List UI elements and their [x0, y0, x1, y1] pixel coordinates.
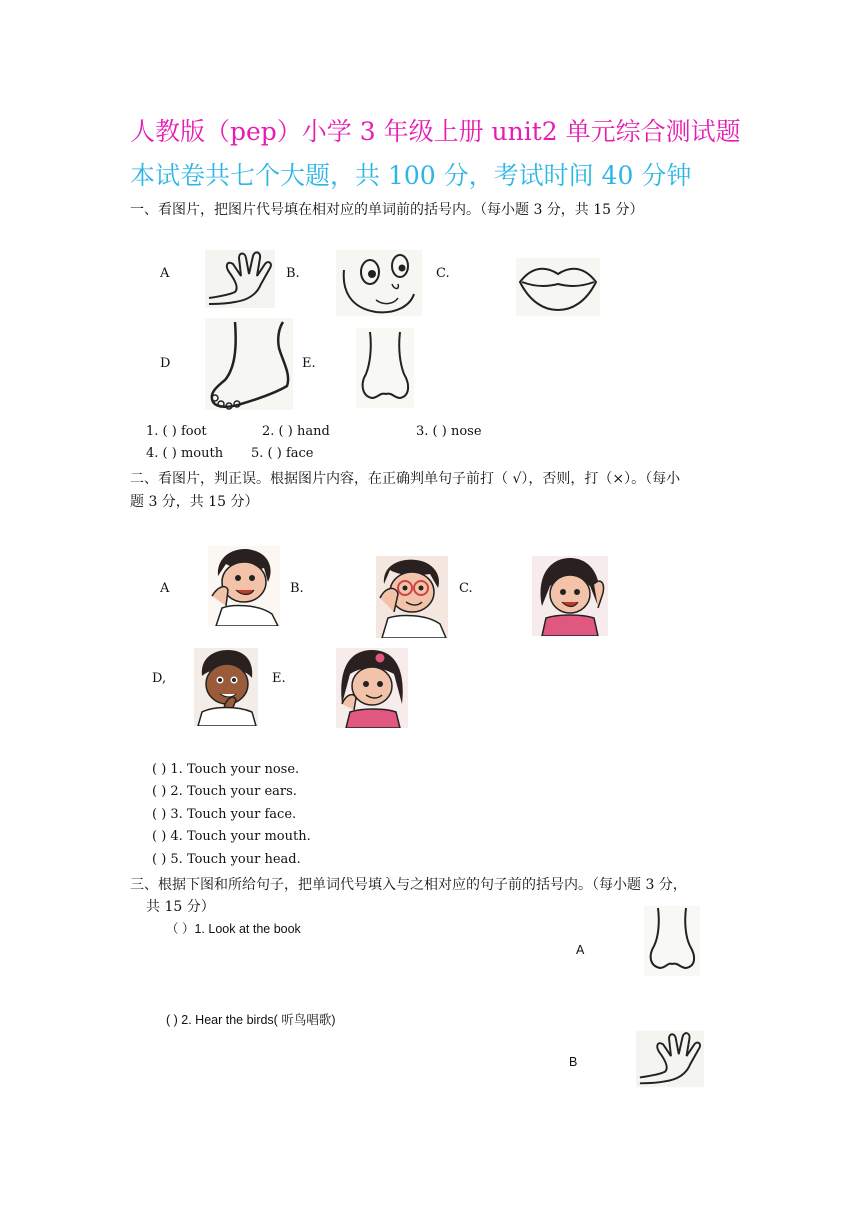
s3-item-1: （ ）1. Look at the book	[166, 922, 301, 936]
s1-item-5: 5. ( ) face	[251, 446, 314, 461]
s2-item-2: ( ) 2. Touch your ears.	[152, 784, 297, 799]
s1-item-3: 3. ( ) nose	[416, 424, 482, 439]
nose-icon	[356, 328, 414, 408]
hand-icon	[636, 1030, 704, 1088]
page-subtitle: 本试卷共七个大题，共 100 分，考试时间 40 分钟	[130, 161, 692, 190]
boy-touching-ear-icon	[208, 546, 280, 626]
s3-label-b: B	[569, 1055, 578, 1069]
s3-item-2: ( ) 2. Hear the birds( 听鸟唱歌)	[166, 1013, 336, 1027]
s2-label-a: A	[160, 581, 170, 596]
s1-label-a: A	[160, 266, 170, 281]
s2-label-d: D,	[152, 671, 167, 686]
s2-item-3: ( ) 3. Touch your face.	[152, 807, 297, 822]
boy-touching-eye-icon	[376, 556, 448, 638]
section2-heading-line1: 二、看图片，判正误。根据图片内容，在正确判单句子前打（ √），否则，打（×）。（每小	[130, 471, 681, 487]
page-title: 人教版（pep）小学 3 年级上册 unit2 单元综合测试题	[130, 117, 741, 146]
hand-icon	[205, 250, 275, 308]
s1-item-4: 4. ( ) mouth	[146, 446, 224, 461]
s3-label-a: A	[576, 943, 585, 957]
s2-label-b: B.	[290, 581, 304, 596]
s2-item-4: ( ) 4. Touch your mouth.	[152, 829, 311, 844]
s1-label-b: B.	[286, 266, 300, 281]
foot-icon	[205, 318, 293, 410]
s1-label-d: D	[160, 356, 171, 371]
girl-touching-face-icon	[336, 648, 408, 728]
girl-touching-head-icon	[532, 556, 608, 636]
s1-item-2: 2. ( ) hand	[262, 424, 330, 439]
section2-heading-line2: 题 3 分，共 15 分）	[130, 494, 259, 510]
s1-label-e: E.	[302, 356, 316, 371]
s2-label-e: E.	[272, 671, 286, 686]
s1-label-c: C.	[436, 266, 450, 281]
boy-touching-mouth-icon	[194, 648, 258, 726]
s2-item-5: ( ) 5. Touch your head.	[152, 852, 301, 867]
s2-item-1: ( ) 1. Touch your nose.	[152, 762, 300, 777]
nose-icon	[644, 906, 700, 976]
s2-label-c: C.	[459, 581, 473, 596]
face-icon	[336, 250, 422, 316]
mouth-icon	[516, 258, 600, 316]
section3-heading-line2: 共 15 分）	[146, 899, 215, 915]
section1-heading: 一、看图片，把图片代号填在相对应的单词前的括号内。（每小题 3 分，共 15 分）	[130, 202, 644, 218]
s1-item-1: 1. ( ) foot	[146, 424, 207, 439]
section3-heading-line1: 三、根据下图和所给句子，把单词代号填入与之相对应的句子前的括号内。（每小题 3 分，	[130, 877, 687, 893]
